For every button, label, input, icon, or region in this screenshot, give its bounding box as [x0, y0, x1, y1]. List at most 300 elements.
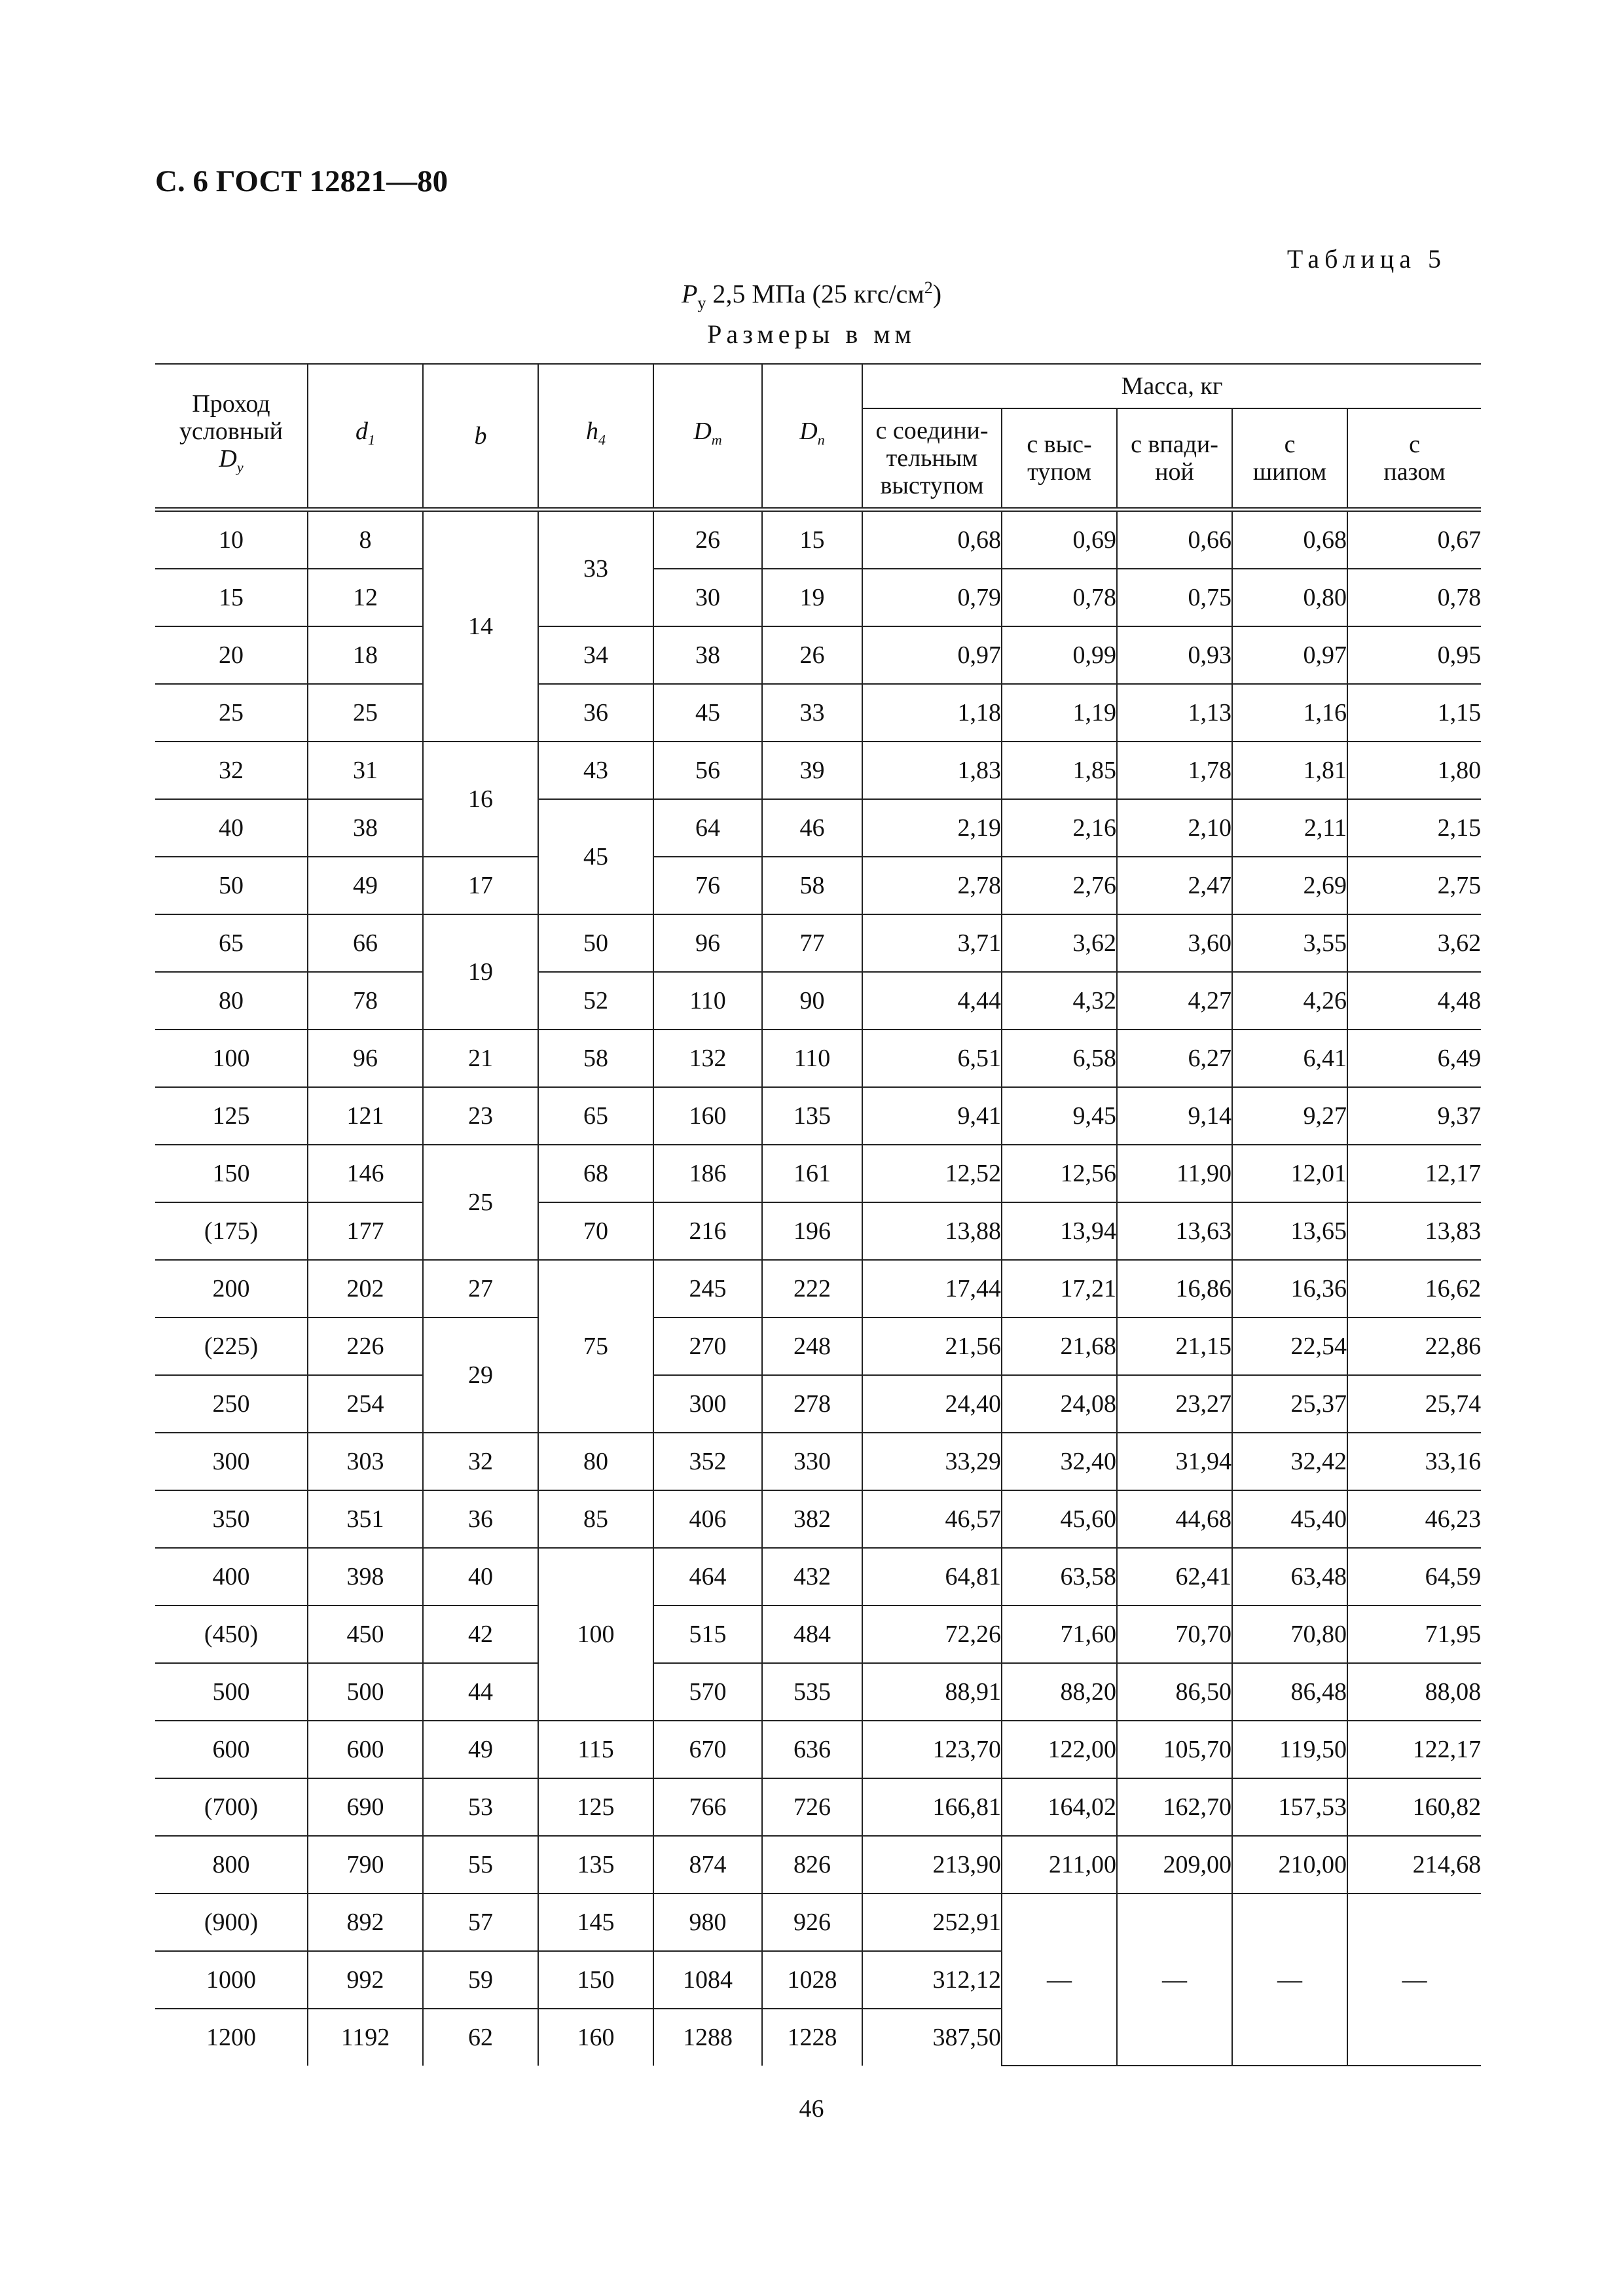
table-row [155, 857, 1481, 914]
table-row [155, 1663, 1481, 1721]
mass-col-header-line: ной [1155, 458, 1194, 486]
cell-mass-groove: 0,93 [1117, 626, 1232, 684]
cell-mass-tongue: 9,27 [1232, 1087, 1347, 1145]
mass-group-header: Масса, кг [862, 364, 1481, 408]
cell-mass-tongue: 6,41 [1232, 1030, 1347, 1087]
cell-b: 14 [423, 510, 538, 742]
cell-mass-ledge: 45,60 [1002, 1490, 1117, 1548]
cell-dn: 278 [762, 1375, 862, 1433]
cell-mass-slot: 4,48 [1347, 972, 1481, 1030]
cell-dm: 1288 [653, 2009, 762, 2066]
cell-dm: 38 [653, 626, 762, 684]
cell-b: 25 [423, 1145, 538, 1260]
cell-d1: 146 [308, 1145, 423, 1202]
page-number: 46 [799, 2095, 824, 2123]
cell-dm: 216 [653, 1202, 762, 1260]
cell-b: 17 [423, 857, 538, 914]
cell-d1: 66 [308, 914, 423, 972]
cell-dm: 245 [653, 1260, 762, 1318]
cell-dn: 926 [762, 1893, 862, 1951]
cell-mass-groove: 0,75 [1117, 569, 1232, 626]
cell-dn: 110 [762, 1030, 862, 1087]
cell-mass-joint: 2,19 [862, 799, 1002, 857]
cell-h4: 52 [538, 972, 653, 1030]
table-row [155, 510, 1481, 569]
cell-mass-tongue: 3,55 [1232, 914, 1347, 972]
cell-mass-tongue: 2,11 [1232, 799, 1347, 857]
cell-mass-joint: 387,50 [862, 2009, 1002, 2066]
cell-b: 29 [423, 1318, 538, 1433]
cell-h4: 70 [538, 1202, 653, 1260]
table-row [155, 799, 1481, 857]
cell-dm: 56 [653, 742, 762, 799]
cell-dm: 26 [653, 510, 762, 569]
table-row [155, 1202, 1481, 1260]
cell-mass-tongue: 22,54 [1232, 1318, 1347, 1375]
cell-d1: 25 [308, 684, 423, 742]
col-dy-line1: Проход [192, 390, 270, 418]
table-row [155, 1318, 1481, 1375]
cell-mass-joint: 3,71 [862, 914, 1002, 972]
mass-col-header-line: тельным [886, 444, 978, 472]
cell-dm: 76 [653, 857, 762, 914]
mass-col-header [1347, 408, 1481, 510]
cell-h4: 65 [538, 1087, 653, 1145]
cell-mass-tongue: 0,80 [1232, 569, 1347, 626]
cell-h4: 43 [538, 742, 653, 799]
cell-dm: 300 [653, 1375, 762, 1433]
cell-dm: 160 [653, 1087, 762, 1145]
cell-dy: 400 [155, 1548, 308, 1605]
cell-dn: 484 [762, 1605, 862, 1663]
cell-dn: 19 [762, 569, 862, 626]
table-row [155, 1893, 1481, 1951]
cell-mass-joint: 1,83 [862, 742, 1002, 799]
cell-dy: (450) [155, 1605, 308, 1663]
cell-mass-ledge: 17,21 [1002, 1260, 1117, 1318]
cell-dy: 300 [155, 1433, 308, 1490]
cell-d1: 254 [308, 1375, 423, 1433]
cell-mass-groove: 9,14 [1117, 1087, 1232, 1145]
cell-mass-ledge: 164,02 [1002, 1778, 1117, 1836]
table-name: Таблица 5 [1286, 244, 1446, 274]
cell-dm: 30 [653, 569, 762, 626]
cell-mass-groove: 0,66 [1117, 510, 1232, 569]
cell-mass-joint: 17,44 [862, 1260, 1002, 1318]
cell-mass-groove: 13,63 [1117, 1202, 1232, 1260]
cell-b: 44 [423, 1663, 538, 1721]
cell-dn: 1228 [762, 2009, 862, 2066]
cell-b: 49 [423, 1721, 538, 1778]
mass-col-header-line: тупом [1027, 458, 1091, 486]
cell-d1: 8 [308, 510, 423, 569]
cell-dn: 26 [762, 626, 862, 684]
cell-mass-groove: 3,60 [1117, 914, 1232, 972]
mass-col-header [1117, 408, 1232, 510]
cell-dy: 15 [155, 569, 308, 626]
cell-d1: 202 [308, 1260, 423, 1318]
cell-mass-groove: 2,10 [1117, 799, 1232, 857]
cell-h4: 50 [538, 914, 653, 972]
cell-mass-joint: 213,90 [862, 1836, 1002, 1893]
cell-mass-tongue: 0,68 [1232, 510, 1347, 569]
cell-h4: 68 [538, 1145, 653, 1202]
cell-dn: 535 [762, 1663, 862, 1721]
cell-dy: 32 [155, 742, 308, 799]
cell-mass-ledge: 12,56 [1002, 1145, 1117, 1202]
pressure-end: ) [932, 279, 942, 309]
cell-mass-ledge: 0,99 [1002, 626, 1117, 684]
cell-mass-joint: 6,51 [862, 1030, 1002, 1087]
cell-h4: 36 [538, 684, 653, 742]
cell-mass-joint: 166,81 [862, 1778, 1002, 1836]
cell-dy: (175) [155, 1202, 308, 1260]
cell-mass-ledge: 211,00 [1002, 1836, 1117, 1893]
cell-mass-slot: 3,62 [1347, 914, 1481, 972]
table-row [155, 1433, 1481, 1490]
cell-dy: (225) [155, 1318, 308, 1375]
cell-dm: 766 [653, 1778, 762, 1836]
cell-mass-ledge: 2,16 [1002, 799, 1117, 857]
cell-d1: 96 [308, 1030, 423, 1087]
table-row [155, 742, 1481, 799]
cell-mass-ledge: 88,20 [1002, 1663, 1117, 1721]
cell-mass-tongue: 2,69 [1232, 857, 1347, 914]
cell-h4: 135 [538, 1836, 653, 1893]
table-row [155, 1605, 1481, 1663]
cell-mass-ledge: 9,45 [1002, 1087, 1117, 1145]
cell-d1: 303 [308, 1433, 423, 1490]
col-dy-line2: условный [179, 418, 283, 446]
cell-dy: (900) [155, 1893, 308, 1951]
cell-dm: 96 [653, 914, 762, 972]
cell-b: 32 [423, 1433, 538, 1490]
cell-dn: 135 [762, 1087, 862, 1145]
cell-b: 16 [423, 742, 538, 857]
cell-mass-groove: 44,68 [1117, 1490, 1232, 1548]
cell-mass-joint: 72,26 [862, 1605, 1002, 1663]
cell-mass-slot: 9,37 [1347, 1087, 1481, 1145]
cell-mass-slot: 25,74 [1347, 1375, 1481, 1433]
cell-dm: 186 [653, 1145, 762, 1202]
cell-h4: 85 [538, 1490, 653, 1548]
cell-mass-joint: 9,41 [862, 1087, 1002, 1145]
col-b-header: b [423, 364, 538, 510]
table-row [155, 1260, 1481, 1318]
cell-d1: 398 [308, 1548, 423, 1605]
cell-mass-slot: 0,95 [1347, 626, 1481, 684]
cell-h4: 150 [538, 1951, 653, 2009]
cell-mass-ledge: 3,62 [1002, 914, 1117, 972]
cell-dy: 25 [155, 684, 308, 742]
cell-mass-slot: 46,23 [1347, 1490, 1481, 1548]
cell-dn: 58 [762, 857, 862, 914]
cell-mass-tongue: 32,42 [1232, 1433, 1347, 1490]
cell-mass-groove: 209,00 [1117, 1836, 1232, 1893]
cell-mass-tongue: 63,48 [1232, 1548, 1347, 1605]
table-row [155, 569, 1481, 626]
table-head [155, 364, 1481, 510]
cell-mass-ledge: 4,32 [1002, 972, 1117, 1030]
pressure-text: 2,5 МПа (25 кгс/см [706, 279, 924, 309]
mass-col-header-line: с [1409, 431, 1420, 458]
cell-dm: 45 [653, 684, 762, 742]
cell-dm: 570 [653, 1663, 762, 1721]
table-row [155, 1836, 1481, 1893]
cell-d1: 892 [308, 1893, 423, 1951]
mass-col-header-line: шипом [1252, 458, 1327, 486]
cell-dn: 161 [762, 1145, 862, 1202]
cell-dm: 352 [653, 1433, 762, 1490]
cell-b: 19 [423, 914, 538, 1030]
cell-mass-joint: 4,44 [862, 972, 1002, 1030]
cell-mass-groove: 16,86 [1117, 1260, 1232, 1318]
mass-col-header-line: с впади- [1131, 431, 1218, 458]
cell-dn: 222 [762, 1260, 862, 1318]
cell-dn: 382 [762, 1490, 862, 1548]
cell-mass-joint: 252,91 [862, 1893, 1002, 1951]
cell-mass-tongue: 45,40 [1232, 1490, 1347, 1548]
col-d1-header: $d_1$ [308, 364, 423, 510]
pressure-superscript: 2 [924, 278, 933, 297]
table-row [155, 1548, 1481, 1605]
cell-mass-tongue: 25,37 [1232, 1375, 1347, 1433]
cell-mass-groove: — [1117, 1893, 1232, 2066]
cell-h4: 145 [538, 1893, 653, 1951]
cell-dn: 39 [762, 742, 862, 799]
sizes-caption: Размеры в мм [707, 319, 916, 349]
cell-mass-slot: 2,15 [1347, 799, 1481, 857]
cell-mass-tongue: 210,00 [1232, 1836, 1347, 1893]
cell-dy: 250 [155, 1375, 308, 1433]
cell-mass-ledge: 6,58 [1002, 1030, 1117, 1087]
cell-mass-groove: 31,94 [1117, 1433, 1232, 1490]
table-row [155, 1375, 1481, 1433]
mass-col-header-line: с выс- [1027, 431, 1092, 458]
cell-dm: 110 [653, 972, 762, 1030]
cell-d1: 38 [308, 799, 423, 857]
cell-mass-slot: 6,49 [1347, 1030, 1481, 1087]
cell-mass-tongue: 12,01 [1232, 1145, 1347, 1202]
cell-mass-slot: 16,62 [1347, 1260, 1481, 1318]
cell-dy: 150 [155, 1145, 308, 1202]
cell-mass-ledge: 1,19 [1002, 684, 1117, 742]
cell-mass-ledge: 0,78 [1002, 569, 1117, 626]
cell-mass-groove: 105,70 [1117, 1721, 1232, 1778]
cell-mass-ledge: 0,69 [1002, 510, 1117, 569]
cell-mass-slot: 214,68 [1347, 1836, 1481, 1893]
cell-b: 27 [423, 1260, 538, 1318]
cell-mass-joint: 0,79 [862, 569, 1002, 626]
table-row [155, 1030, 1481, 1087]
cell-mass-slot: 13,83 [1347, 1202, 1481, 1260]
cell-dm: 64 [653, 799, 762, 857]
cell-b: 62 [423, 2009, 538, 2066]
cell-d1: 49 [308, 857, 423, 914]
cell-h4: 34 [538, 626, 653, 684]
cell-mass-tongue: — [1232, 1893, 1347, 2066]
cell-d1: 500 [308, 1663, 423, 1721]
cell-dy: 65 [155, 914, 308, 972]
cell-mass-ledge: — [1002, 1893, 1117, 2066]
cell-h4: 80 [538, 1433, 653, 1490]
cell-mass-joint: 312,12 [862, 1951, 1002, 2009]
cell-dn: 1028 [762, 1951, 862, 2009]
cell-d1: 1192 [308, 2009, 423, 2066]
cell-dn: 636 [762, 1721, 862, 1778]
table-row [155, 626, 1481, 684]
table-row [155, 1490, 1481, 1548]
cell-dn: 77 [762, 914, 862, 972]
table-row [155, 972, 1481, 1030]
cell-mass-joint: 88,91 [862, 1663, 1002, 1721]
cell-mass-ledge: 21,68 [1002, 1318, 1117, 1375]
cell-d1: 177 [308, 1202, 423, 1260]
col-h4-header: $h_4$ [538, 364, 653, 510]
cell-mass-tongue: 1,81 [1232, 742, 1347, 799]
cell-dn: 46 [762, 799, 862, 857]
cell-mass-groove: 6,27 [1117, 1030, 1232, 1087]
cell-b: 42 [423, 1605, 538, 1663]
cell-mass-joint: 0,68 [862, 510, 1002, 569]
cell-b: 40 [423, 1548, 538, 1605]
cell-mass-tongue: 13,65 [1232, 1202, 1347, 1260]
cell-dn: 330 [762, 1433, 862, 1490]
cell-dn: 248 [762, 1318, 862, 1375]
cell-dy: 125 [155, 1087, 308, 1145]
cell-mass-slot: 2,75 [1347, 857, 1481, 914]
cell-mass-slot: 22,86 [1347, 1318, 1481, 1375]
cell-dy: 500 [155, 1663, 308, 1721]
cell-mass-groove: 162,70 [1117, 1778, 1232, 1836]
pressure-symbol: P [681, 279, 698, 309]
cell-mass-ledge: 32,40 [1002, 1433, 1117, 1490]
mass-col-header [1002, 408, 1117, 510]
mass-col-header-line: выступом [880, 472, 984, 499]
cell-d1: 600 [308, 1721, 423, 1778]
cell-dy: 200 [155, 1260, 308, 1318]
cell-mass-joint: 123,70 [862, 1721, 1002, 1778]
cell-h4: 115 [538, 1721, 653, 1778]
cell-d1: 12 [308, 569, 423, 626]
cell-dn: 726 [762, 1778, 862, 1836]
table-body [155, 510, 1481, 2066]
cell-h4: 160 [538, 2009, 653, 2066]
cell-mass-slot: 1,15 [1347, 684, 1481, 742]
cell-mass-joint: 13,88 [862, 1202, 1002, 1260]
cell-mass-ledge: 122,00 [1002, 1721, 1117, 1778]
cell-mass-ledge: 2,76 [1002, 857, 1117, 914]
cell-mass-groove: 2,47 [1117, 857, 1232, 914]
cell-dn: 432 [762, 1548, 862, 1605]
dimensions-table [155, 363, 1481, 2066]
cell-dn: 90 [762, 972, 862, 1030]
cell-dm: 874 [653, 1836, 762, 1893]
table-row [155, 1145, 1481, 1202]
mass-col-header-line: с соедини- [875, 417, 989, 444]
table-row [155, 914, 1481, 972]
cell-mass-joint: 2,78 [862, 857, 1002, 914]
col-dm-header: $D_m$ [653, 364, 762, 510]
cell-mass-ledge: 63,58 [1002, 1548, 1117, 1605]
cell-dm: 270 [653, 1318, 762, 1375]
cell-dy: 20 [155, 626, 308, 684]
cell-dy: 600 [155, 1721, 308, 1778]
cell-mass-groove: 1,13 [1117, 684, 1232, 742]
cell-dy: 1200 [155, 2009, 308, 2066]
cell-mass-ledge: 1,85 [1002, 742, 1117, 799]
cell-mass-joint: 46,57 [862, 1490, 1002, 1548]
cell-h4: 33 [538, 510, 653, 627]
cell-d1: 790 [308, 1836, 423, 1893]
pressure-caption [0, 278, 1623, 313]
table-row [155, 1721, 1481, 1778]
cell-mass-slot: — [1347, 1893, 1481, 2066]
cell-dm: 132 [653, 1030, 762, 1087]
cell-mass-groove: 70,70 [1117, 1605, 1232, 1663]
cell-mass-joint: 12,52 [862, 1145, 1002, 1202]
cell-dm: 670 [653, 1721, 762, 1778]
cell-dy: 350 [155, 1490, 308, 1548]
cell-dm: 464 [653, 1548, 762, 1605]
table-row [155, 1087, 1481, 1145]
cell-mass-tongue: 86,48 [1232, 1663, 1347, 1721]
cell-dn: 15 [762, 510, 862, 569]
cell-b: 53 [423, 1778, 538, 1836]
cell-mass-joint: 33,29 [862, 1433, 1002, 1490]
cell-mass-groove: 86,50 [1117, 1663, 1232, 1721]
mass-col-header-line: пазом [1383, 458, 1446, 486]
cell-mass-tongue: 16,36 [1232, 1260, 1347, 1318]
cell-b: 55 [423, 1836, 538, 1893]
cell-mass-slot: 0,67 [1347, 510, 1481, 569]
cell-dy: (700) [155, 1778, 308, 1836]
cell-mass-slot: 33,16 [1347, 1433, 1481, 1490]
cell-d1: 992 [308, 1951, 423, 2009]
cell-mass-slot: 88,08 [1347, 1663, 1481, 1721]
cell-mass-ledge: 71,60 [1002, 1605, 1117, 1663]
cell-dy: 80 [155, 972, 308, 1030]
cell-mass-slot: 12,17 [1347, 1145, 1481, 1202]
cell-mass-groove: 1,78 [1117, 742, 1232, 799]
cell-mass-tongue: 70,80 [1232, 1605, 1347, 1663]
cell-mass-ledge: 13,94 [1002, 1202, 1117, 1260]
cell-mass-groove: 21,15 [1117, 1318, 1232, 1375]
cell-mass-tongue: 0,97 [1232, 626, 1347, 684]
cell-d1: 31 [308, 742, 423, 799]
cell-dy: 100 [155, 1030, 308, 1087]
cell-d1: 450 [308, 1605, 423, 1663]
cell-dm: 515 [653, 1605, 762, 1663]
col-dy-header [155, 364, 308, 510]
cell-mass-slot: 160,82 [1347, 1778, 1481, 1836]
cell-d1: 18 [308, 626, 423, 684]
cell-mass-slot: 1,80 [1347, 742, 1481, 799]
cell-b: 59 [423, 1951, 538, 2009]
mass-col-header [1232, 408, 1347, 510]
cell-mass-ledge: 24,08 [1002, 1375, 1117, 1433]
cell-b: 36 [423, 1490, 538, 1548]
cell-mass-joint: 21,56 [862, 1318, 1002, 1375]
cell-dm: 980 [653, 1893, 762, 1951]
cell-d1: 690 [308, 1778, 423, 1836]
cell-d1: 226 [308, 1318, 423, 1375]
table-row [155, 1778, 1481, 1836]
mass-col-header [862, 408, 1002, 510]
cell-d1: 78 [308, 972, 423, 1030]
cell-h4: 58 [538, 1030, 653, 1087]
cell-mass-slot: 122,17 [1347, 1721, 1481, 1778]
